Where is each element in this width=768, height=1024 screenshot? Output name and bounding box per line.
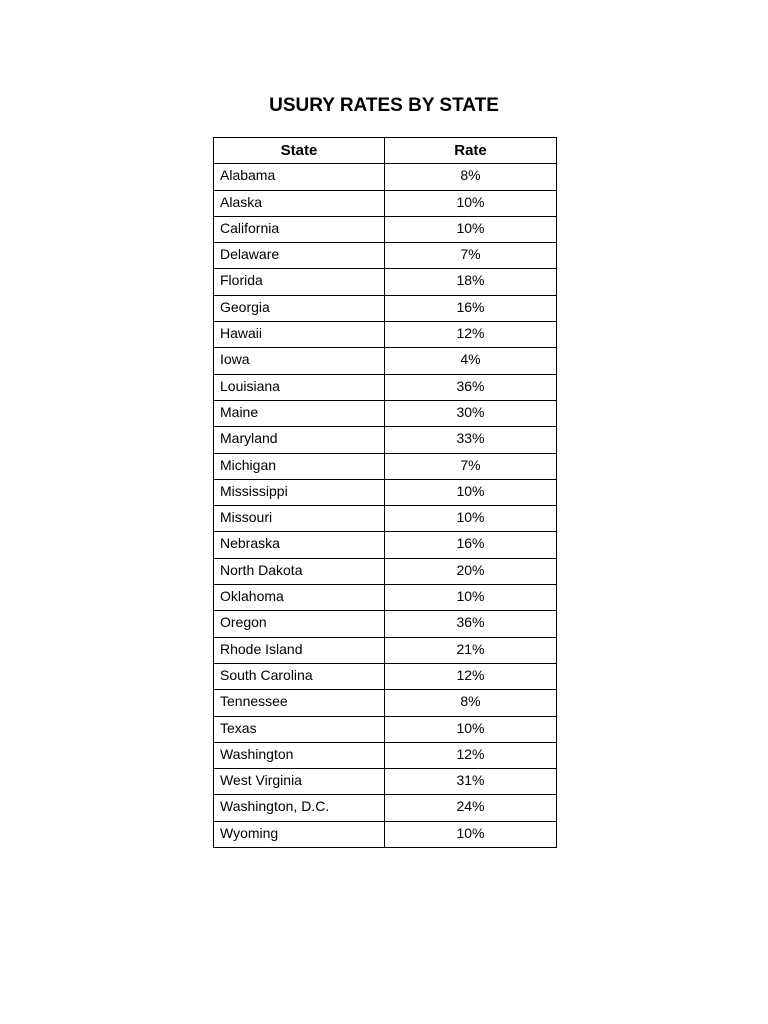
rate-cell: 12% xyxy=(385,742,557,768)
usury-rates-table xyxy=(213,137,557,848)
state-cell: Louisiana xyxy=(214,374,385,400)
state-cell: Delaware xyxy=(214,243,385,269)
state-cell: West Virginia xyxy=(214,769,385,795)
rate-cell: 16% xyxy=(385,532,557,558)
rate-cell: 10% xyxy=(385,479,557,505)
table-row xyxy=(214,479,557,505)
table-row xyxy=(214,506,557,532)
header-row xyxy=(214,138,557,164)
rate-cell: 12% xyxy=(385,663,557,689)
rate-cell: 20% xyxy=(385,558,557,584)
table-row xyxy=(214,769,557,795)
rate-cell: 10% xyxy=(385,216,557,242)
table-row xyxy=(214,322,557,348)
table-row xyxy=(214,216,557,242)
rate-cell: 4% xyxy=(385,348,557,374)
state-column-header: State xyxy=(214,138,385,164)
rate-cell: 21% xyxy=(385,637,557,663)
table-row xyxy=(214,821,557,847)
table-body xyxy=(214,164,557,848)
state-cell: Michigan xyxy=(214,453,385,479)
table-row xyxy=(214,532,557,558)
rate-cell: 33% xyxy=(385,427,557,453)
page-title: USURY RATES BY STATE xyxy=(269,95,499,116)
state-cell: Georgia xyxy=(214,295,385,321)
table-row xyxy=(214,663,557,689)
rate-cell: 30% xyxy=(385,400,557,426)
rate-cell: 10% xyxy=(385,506,557,532)
state-cell: Oklahoma xyxy=(214,585,385,611)
table-row xyxy=(214,243,557,269)
table-row xyxy=(214,374,557,400)
state-cell: Nebraska xyxy=(214,532,385,558)
table-row xyxy=(214,690,557,716)
state-cell: Wyoming xyxy=(214,821,385,847)
state-cell: Missouri xyxy=(214,506,385,532)
state-cell: Washington, D.C. xyxy=(214,795,385,821)
table-header xyxy=(214,138,557,164)
rate-cell: 36% xyxy=(385,374,557,400)
rate-cell: 24% xyxy=(385,795,557,821)
rate-cell: 12% xyxy=(385,322,557,348)
state-cell: Mississippi xyxy=(214,479,385,505)
table-row xyxy=(214,716,557,742)
state-cell: Alabama xyxy=(214,164,385,190)
rate-cell: 10% xyxy=(385,716,557,742)
state-cell: Tennessee xyxy=(214,690,385,716)
state-cell: Rhode Island xyxy=(214,637,385,663)
rate-cell: 8% xyxy=(385,164,557,190)
state-cell: South Carolina xyxy=(214,663,385,689)
rate-cell: 7% xyxy=(385,243,557,269)
table-row xyxy=(214,585,557,611)
state-cell: North Dakota xyxy=(214,558,385,584)
table-row xyxy=(214,558,557,584)
rate-cell: 31% xyxy=(385,769,557,795)
table-row xyxy=(214,611,557,637)
table-row xyxy=(214,742,557,768)
rate-cell: 36% xyxy=(385,611,557,637)
state-cell: Florida xyxy=(214,269,385,295)
table-row xyxy=(214,269,557,295)
state-cell: Maine xyxy=(214,400,385,426)
table-row xyxy=(214,190,557,216)
table-row xyxy=(214,348,557,374)
rate-cell: 10% xyxy=(385,190,557,216)
rate-cell: 7% xyxy=(385,453,557,479)
state-cell: Iowa xyxy=(214,348,385,374)
table-row xyxy=(214,795,557,821)
rate-cell: 10% xyxy=(385,585,557,611)
table-row xyxy=(214,164,557,190)
state-cell: Maryland xyxy=(214,427,385,453)
state-cell: California xyxy=(214,216,385,242)
table-row xyxy=(214,295,557,321)
state-cell: Alaska xyxy=(214,190,385,216)
rate-column-header: Rate xyxy=(385,138,557,164)
state-cell: Oregon xyxy=(214,611,385,637)
table-row xyxy=(214,637,557,663)
state-cell: Texas xyxy=(214,716,385,742)
rate-cell: 8% xyxy=(385,690,557,716)
table-row xyxy=(214,400,557,426)
rate-cell: 16% xyxy=(385,295,557,321)
table-row xyxy=(214,453,557,479)
state-cell: Washington xyxy=(214,742,385,768)
table-row xyxy=(214,427,557,453)
state-cell: Hawaii xyxy=(214,322,385,348)
rate-cell: 18% xyxy=(385,269,557,295)
rate-cell: 10% xyxy=(385,821,557,847)
